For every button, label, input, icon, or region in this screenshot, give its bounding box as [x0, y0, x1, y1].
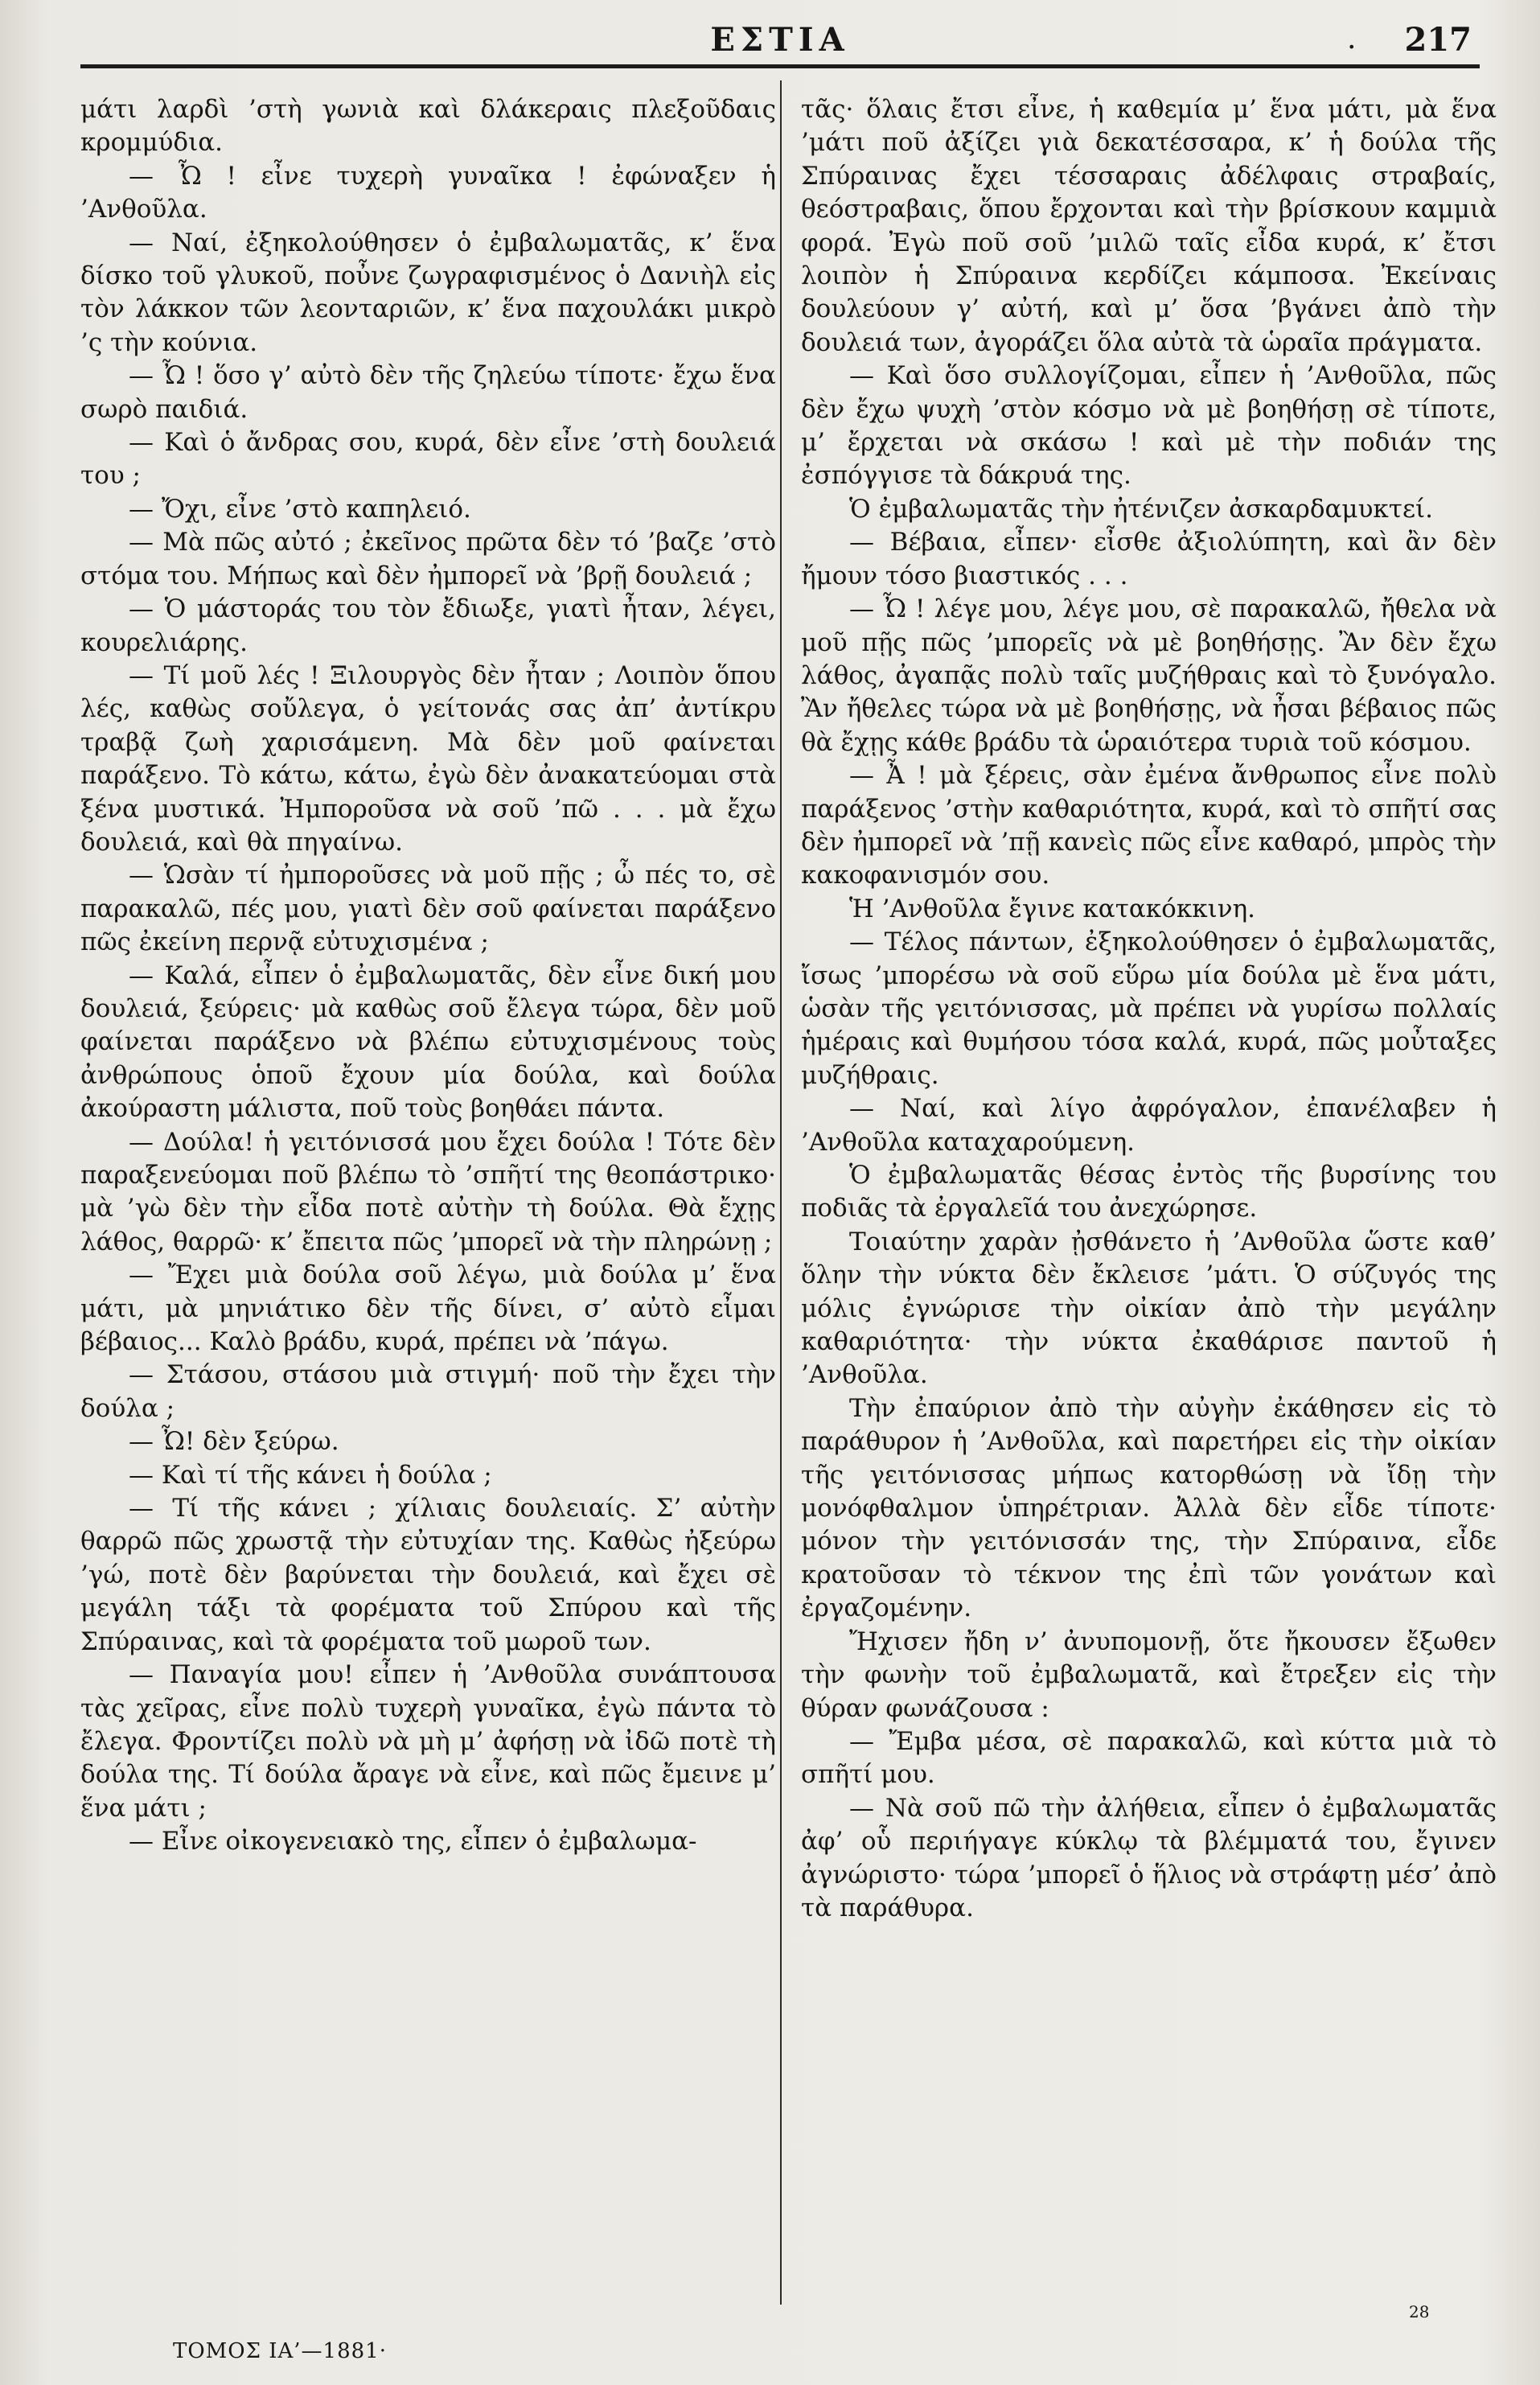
paragraph: — Βέβαια, εἶπεν· εἶσθε ἀξιολύπητη, καὶ ἂν δὲν ἤμουν τόσο βιαστικός . . . — [801, 528, 1497, 590]
paragraph: — Ὦ ! εἶνε τυχερὴ γυναῖκα ! ἐφώναξεν ἡ ’Ανθοῦλα. — [80, 161, 776, 224]
paragraph: — Καὶ τί τῆς κάνει ἡ δούλα ; — [129, 1460, 492, 1490]
paragraph: — Παναγία μου! εἶπεν ἡ ’Ανθοῦλα συνάπτουσα τὰς χεῖρας, εἶνε πολὺ τυχερὴ γυναῖκα, ἐγὼ πάντα τὸ ἔλεγα. Φροντίζει πολὺ νὰ μὴ μ’ ἀφήσῃ νὰ ἰδῶ ποτὲ τὴ δούλα της. Τί δούλα ἄραγε νὰ εἶνε, καὶ πῶς ἔμεινε μ’ ἕνα μάτι ; — [80, 1660, 776, 1823]
page-header — [80, 14, 1480, 63]
paragraph: Ὁ ἐμβαλωματᾶς τὴν ἠτένιζεν ἀσκαρδαμυκτεί. — [849, 494, 1434, 524]
volume-footer: ΤΟΜΟΣ ΙΑ’—1881· — [173, 2339, 387, 2363]
paragraph: — Καλά, εἶπεν ὁ ἐμβαλωματᾶς, δὲν εἶνε δική μου δουλειά, ξεύρεις· μὰ καθὼς σοῦ ἔλεγα τώρα, δὲν μοῦ φαίνεται παράξενο νὰ βλέπω εὐτυχισμένους τοὺς ἀνθρώπους ὁποῦ ἔχουν μία δούλα, καὶ δούλα ἀκούραστη μάλιστα, ποῦ τοὺς βοηθάει πάντα. — [80, 960, 776, 1124]
paragraph: — Νὰ σοῦ πῶ τὴν ἀλήθεια, εἶπεν ὁ ἐμβαλωματᾶς ἀφ’ οὗ περιήγαγε κύκλῳ τὰ βλέμματά του, ἔγινεν ἀγνώριστο· τώρα ’μπορεῖ ὁ ἥλιος νὰ στράφτῃ μέσ’ ἀπὸ τὰ παράθυρα. — [801, 1793, 1497, 1922]
journal-title: ΕΣΤΙΑ — [710, 21, 850, 59]
paragraph: Ἡ ’Ανθοῦλα ἔγινε κατακόκκινη. — [849, 894, 1255, 923]
paragraph: Ἤχισεν ἤδη ν’ ἀνυπομονῇ, ὅτε ἤκουσεν ἔξωθεν τὴν φωνὴν τοῦ ἐμβαλωματᾶ, καὶ ἔτρεξεν εἰς τὴν θύραν φωνάζουσα : — [801, 1626, 1497, 1723]
paragraph: — Τί μοῦ λές ! Ξιλουργὸς δὲν ἦταν ; Λοιπὸν ὅπου λές, καθὼς σοὔλεγα, ὁ γείτονάς σας ἀπ’ ἀντίκρυ τραβᾷ ζωὴ χαρισάμενη. Μὰ δὲν μοῦ φαίνεται παράξενο. Τὸ κάτω, κάτω, ἐγὼ δὲν ἀνακατεύομαι στὰ ξένα μυστικά. Ἠμποροῦσα νὰ σοῦ ’πῶ . . . μὰ ἔχω δουλειά, καὶ θὰ πηγαίνω. — [80, 660, 776, 857]
paragraph: μάτι λαρδὶ ’στὴ γωνιὰ καὶ δλάκεραις πλεξοῦδαις κρομμύδια. — [80, 95, 776, 158]
paragraph: — Δούλα! ἡ γειτόνισσά μου ἔχει δούλα ! Τότε δὲν παραξενεύομαι ποῦ βλέπω τὸ ’σπῆτί της θεοπάστρικο· μὰ ’γὼ δὲν τὴν εἶδα ποτὲ αὐτὴν τὴ δούλα. Θὰ ἔχῃς λάθος, θαρρῶ· κ’ ἔπειτα πῶς ’μπορεῖ νὰ τὴν πληρώνῃ ; — [80, 1127, 776, 1256]
paragraph: — Ἆ ! μὰ ξέρεις, σὰν ἐμένα ἄνθρωπος εἶνε πολὺ παράξενος ’στὴν καθαριότητα, κυρά, καὶ τὸ σπῆτί σας δὲν ἠμπορεῖ νὰ ’πῇ κανεὶς πῶς εἶνε καθαρό, μπρὸς τὴν κακοφανισμόν σου. — [801, 761, 1497, 890]
paragraph: — Ἔμβα μέσα, σὲ παρακαλῶ, καὶ κύττα μιὰ τὸ σπῆτί μου. — [801, 1726, 1497, 1790]
paragraph: — Στάσου, στάσου μιὰ στιγμή· ποῦ τὴν ἔχει τὴν δούλα ; — [80, 1360, 776, 1423]
paragraph: Τὴν ἐπαύριον ἀπὸ τὴν αὐγὴν ἐκάθησεν εἰς τὸ παράθυρον ἡ ’Ανθοῦλα, καὶ παρετήρει εἰς τὴν οἰκίαν τῆς γειτόνισσας μήπως κατορθώσῃ νὰ ἴδῃ τὴν μονόφθαλμον ὑπηρέτριαν. Ἀλλὰ δὲν εἶδε τίποτε· μόνον τὴν γειτόνισσάν της, τὴν Σπύραινα, εἶδε κρατοῦσαν τὸ τέκνον της ἐπὶ τῶν γονάτων καὶ ἐργαζομένην. — [801, 1393, 1497, 1623]
paragraph: — Ἔχει μιὰ δούλα σοῦ λέγω, μιὰ δούλα μ’ ἕνα μάτι, μὰ μηνιάτικο δὲν τῆς δίνει, σ’ αὐτὸ εἶμαι βέβαιος... Καλὸ βράδυ, κυρά, πρέπει νὰ ’πάγω. — [80, 1260, 776, 1357]
sheet-number: 28 — [1409, 2302, 1430, 2321]
paragraph: — Ναί, ἐξηκολούθησεν ὁ ἐμβαλωματᾶς, κ’ ἕνα δίσκο τοῦ γλυκοῦ, ποὖνε ζωγραφισμένος ὁ Δανιὴλ εἰς τὸν λάκκον τῶν λεονταριῶν, κ’ ἕνα παχουλάκι μικρὸ ’ς τὴν κούνια. — [80, 228, 776, 357]
paragraph: τᾶς· ὅλαις ἔτσι εἶνε, ἡ καθεμία μ’ ἕνα μάτι, μὰ ἕνα ’μάτι ποῦ ἀξίζει γιὰ δεκατέσσαρα, κ’ ἡ δούλα τῆς Σπύραινας ἔχει τέσσαραις ἀδέλφαις στραβαίς, θεόστραβαις, ὅπου ἔρχονται καὶ τὴν βρίσκουν καμμιὰ φορά. Ἐγὼ ποῦ σοῦ ’μιλῶ ταῖς εἶδα κυρά, κ’ ἔτσι λοιπὸν ἡ Σπύραινα κερδίζει κάμποσα. Ἐκείναις δουλεύουν γ’ αὐτή, καὶ μ’ ὅσα ’βγάνει ἀπὸ τὴν δουλειά των, ἀγοράζει ὅλα αὐτὰ τὰ ὡραῖα πράγματα. — [801, 95, 1497, 357]
paragraph: — Εἶνε οἰκογενειακὸ της, εἶπεν ὁ ἐμβαλωμα- — [129, 1827, 697, 1857]
left-column — [80, 93, 776, 2297]
paragraph: — Μὰ πῶς αὐτό ; ἐκεῖνος πρῶτα δὲν τό ’βαζε ’στὸ στόμα του. Μήπως καὶ δὲν ἠμπορεῖ νὰ ’βρῇ δουλειά ; — [80, 528, 776, 590]
column-divider — [780, 80, 782, 2305]
right-column — [801, 93, 1497, 2297]
paragraph: — Ὡσὰν τί ἠμποροῦσες νὰ μοῦ πῇς ; ὦ πές το, σὲ παρακαλῶ, πές μου, γιατὶ δὲν σοῦ φαίνεται παράξενο πῶς ἐκείνη περνᾷ εὐτυχισμένα ; — [80, 861, 776, 957]
paragraph: — Τί τῆς κάνει ; χίλιαις δουλειαίς. Σ’ αὐτὴν θαρρῶ πῶς χρωστᾷ τὴν εὐτυχίαν της. Καθὼς ἠξεύρω ’γώ, ποτὲ δὲν βαρύνεται τὴν δουλειά, καὶ ἔχει σὲ μεγάλη τάξι τὰ φορέματα τοῦ Σπύρου καὶ τῆς Σπύραινας, καὶ τὰ φορέματα τοῦ μωροῦ των. — [80, 1494, 776, 1656]
paragraph: — Ὄχι, εἶνε ’στὸ καπηλειό. — [129, 494, 471, 524]
paragraph: — Ὦ! δὲν ξεύρω. — [129, 1427, 339, 1457]
paragraph: — Καὶ ὁ ἄνδρας σου, κυρά, δὲν εἶνε ’στὴ δουλειά του ; — [80, 428, 776, 491]
paragraph: — Ὦ ! ὅσο γ’ αὐτὸ δὲν τῆς ζηλεύω τίποτε· ἔχω ἕνα σωρὸ παιδιά. — [80, 361, 776, 424]
paragraph: — Ναί, καὶ λίγο ἀφρόγαλον, ἐπανέλαβεν ἡ ’Ανθοῦλα καταχαρούμενη. — [801, 1094, 1497, 1157]
header-rule — [80, 64, 1480, 68]
paragraph: — Ὦ ! λέγε μου, λέγε μου, σὲ παρακαλῶ, ἤθελα νὰ μοῦ πῇς πῶς ’μπορεῖς νὰ μὲ βοηθήσῃς. Ἂν δὲν ἔχω λάθος, ἀγαπᾷς πολὺ ταῖς μυζήθραις καὶ τὸ ξυνόγαλο. Ἂν ἤθελες τώρα νὰ μὲ βοηθήσῃς, νὰ ἦσαι βέβαιος πῶς θὰ ἔχῃς κάθε βράδυ τὰ ὡραιότερα τυριὰ τοῦ κόσμου. — [801, 594, 1497, 757]
paragraph: Τοιαύτην χαρὰν ᾐσθάνετο ἡ ’Ανθοῦλα ὥστε καθ’ ὅλην τὴν νύκτα δὲν ἔκλεισε ’μάτι. Ὁ σύζυγός της μόλις ἐγνώρισε τὴν οἰκίαν ἀπὸ τὴν μεγάλην καθαριότητα· τὴν νύκτα ἐκαθάρισε παντοῦ ἡ ’Ανθοῦλα. — [801, 1227, 1497, 1390]
paragraph: — Ὁ μάστοράς του τὸν ἔδιωξε, γιατὶ ἦταν, λέγει, κουρελιάρης. — [80, 594, 776, 657]
paragraph: — Καὶ ὅσο συλλογίζομαι, εἶπεν ἡ ’Ανθοῦλα, πῶς δὲν ἔχω ψυχὴ ’στὸν κόσμο νὰ μὲ βοηθήσῃ σὲ τίποτε, μ’ ἔρχεται νὰ σκάσω ! καὶ μὲ τὴν ποδιάν της ἐσπόγγισε τὰ δάκρυά της. — [801, 361, 1497, 491]
paragraph: Ὁ ἐμβαλωματᾶς θέσας ἐντὸς τῆς βυρσίνης του ποδιᾶς τὰ ἐργαλεῖά του ἀνεχώρησε. — [801, 1161, 1497, 1223]
paragraph: — Τέλος πάντων, ἐξηκολούθησεν ὁ ἐμβαλωματᾶς, ἴσως ’μπορέσω νὰ σοῦ εὕρω μία δούλα μὲ ἕνα μάτι, ὡσὰν τῆς γειτόνισσας, μὰ πρέπει νὰ γυρίσω πολλαίς ἡμέραις καὶ θυμήσου τόσα καλά, κυρά, πῶς μοὖταξες μυζήθραις. — [801, 927, 1497, 1090]
header-dot: . — [1347, 23, 1357, 56]
page-number: 217 — [1404, 21, 1472, 59]
